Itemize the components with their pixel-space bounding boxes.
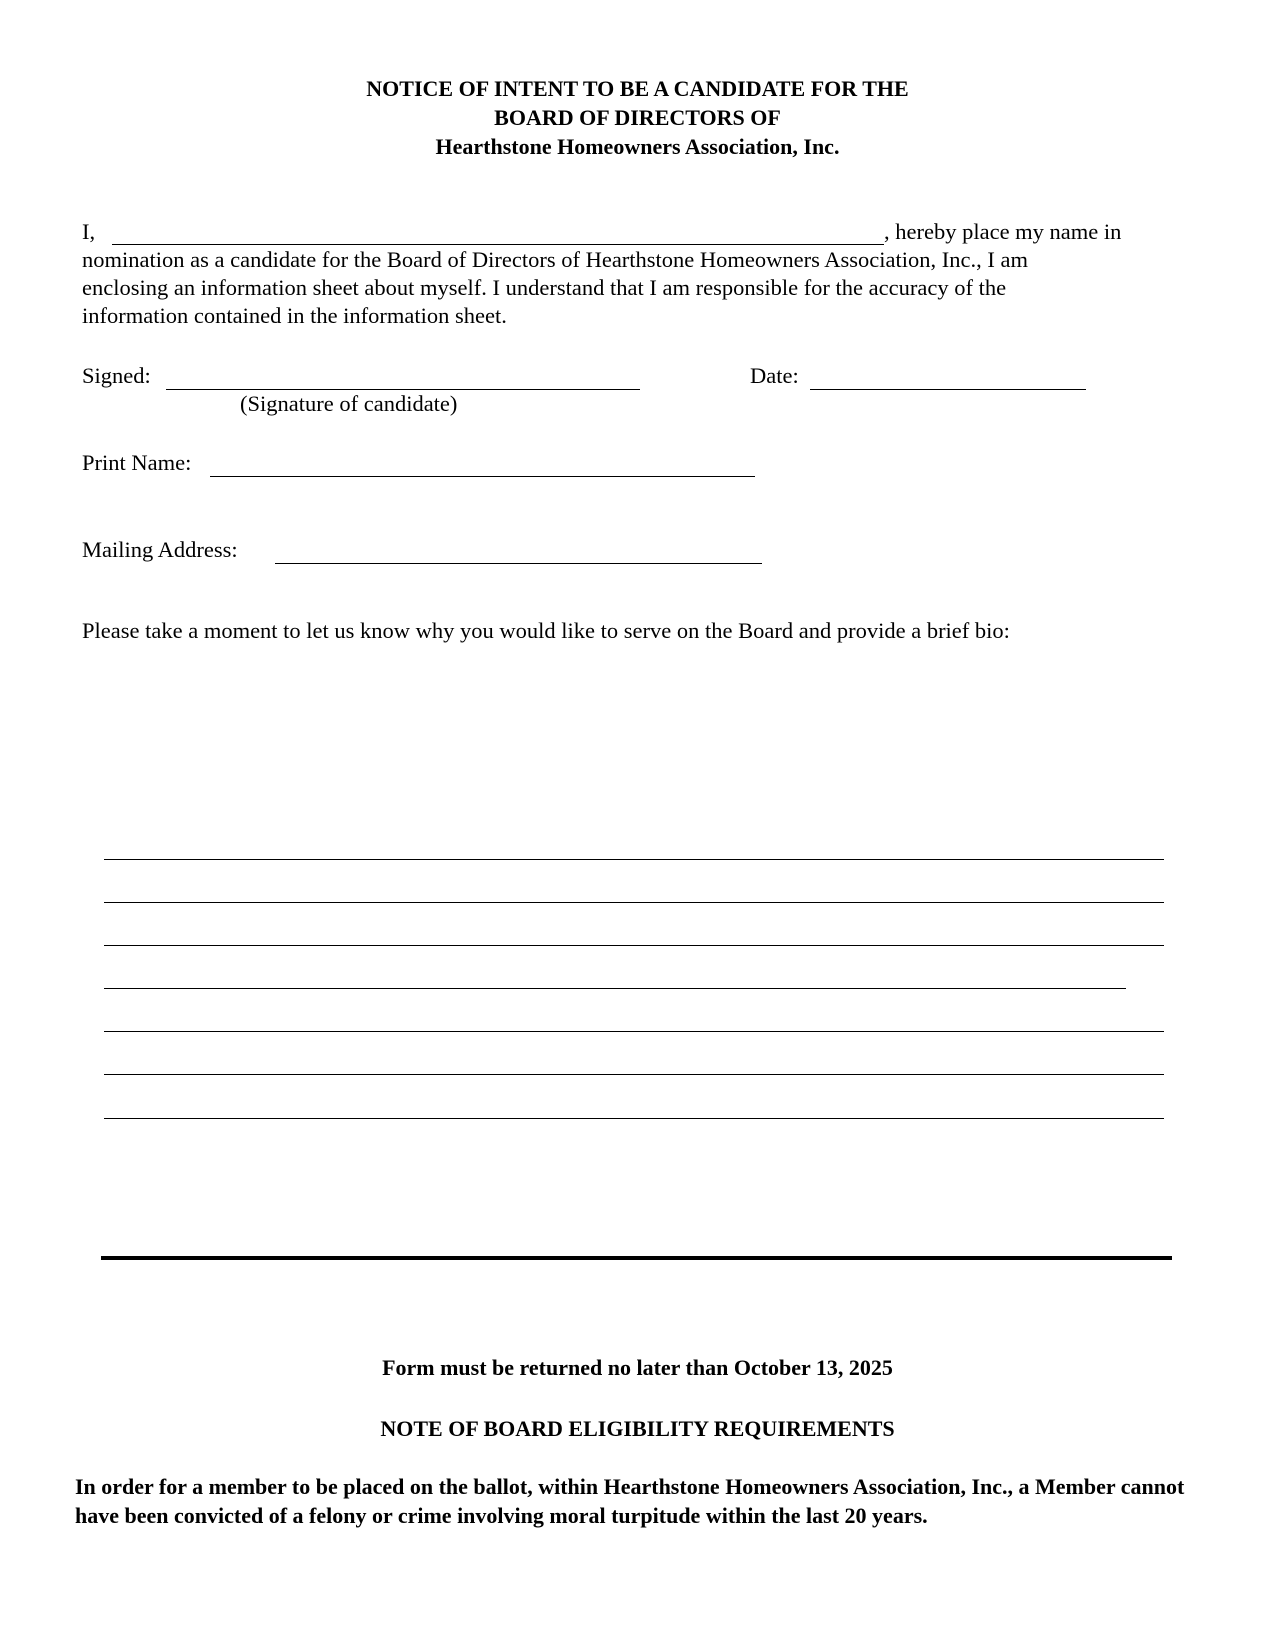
mailing-address-field[interactable] xyxy=(275,563,762,564)
nomination-text-line-3: enclosing an information sheet about myself. I understand that I am responsible for the accuracy of the xyxy=(82,275,1007,300)
association-name: Hearthstone Homeowners Association, Inc. xyxy=(435,134,840,159)
mailing-address-label: Mailing Address: xyxy=(82,537,238,562)
eligibility-text: In order for a member to be placed on the ballot, within Hearthstone Homeowners Association, Inc., a Member cannot have been convicted of a felony or crime involving moral turpitude within the last 20 years. xyxy=(75,1474,1185,1528)
signed-label: Signed: xyxy=(82,363,151,388)
nomination-text-line-4: information contained in the information sheet. xyxy=(82,303,507,328)
bio-line-3[interactable] xyxy=(104,945,1164,946)
eligibility-heading: NOTE OF BOARD ELIGIBILITY REQUIREMENTS xyxy=(380,1416,895,1441)
section-divider xyxy=(101,1256,1172,1260)
bio-line-6[interactable] xyxy=(104,1074,1164,1075)
form-title-line-1: NOTICE OF INTENT TO BE A CANDIDATE FOR THE xyxy=(366,76,909,101)
nomination-text-line-2: nomination as a candidate for the Board of Directors of Hearthstone Homeowners Association, Inc., I am xyxy=(82,247,1028,272)
date-label: Date: xyxy=(750,363,799,388)
bio-line-7[interactable] xyxy=(104,1118,1164,1119)
nomination-prefix: I, xyxy=(82,219,96,244)
bio-line-1[interactable] xyxy=(104,859,1164,860)
bio-line-2[interactable] xyxy=(104,902,1164,903)
signature-caption: (Signature of candidate) xyxy=(240,391,458,416)
print-name-field[interactable] xyxy=(210,476,755,477)
bio-line-4[interactable] xyxy=(104,988,1126,989)
return-deadline: Form must be returned no later than October 13, 2025 xyxy=(382,1355,893,1380)
date-field[interactable] xyxy=(810,389,1086,390)
form-title-line-2: BOARD OF DIRECTORS OF xyxy=(494,105,781,130)
bio-line-5[interactable] xyxy=(104,1031,1164,1032)
candidate-name-field[interactable] xyxy=(112,244,884,245)
print-name-label: Print Name: xyxy=(82,450,192,475)
nomination-suffix: , hereby place my name in xyxy=(884,219,1122,244)
bio-prompt: Please take a moment to let us know why you would like to serve on the Board and provide a brief bio: xyxy=(82,618,1010,643)
